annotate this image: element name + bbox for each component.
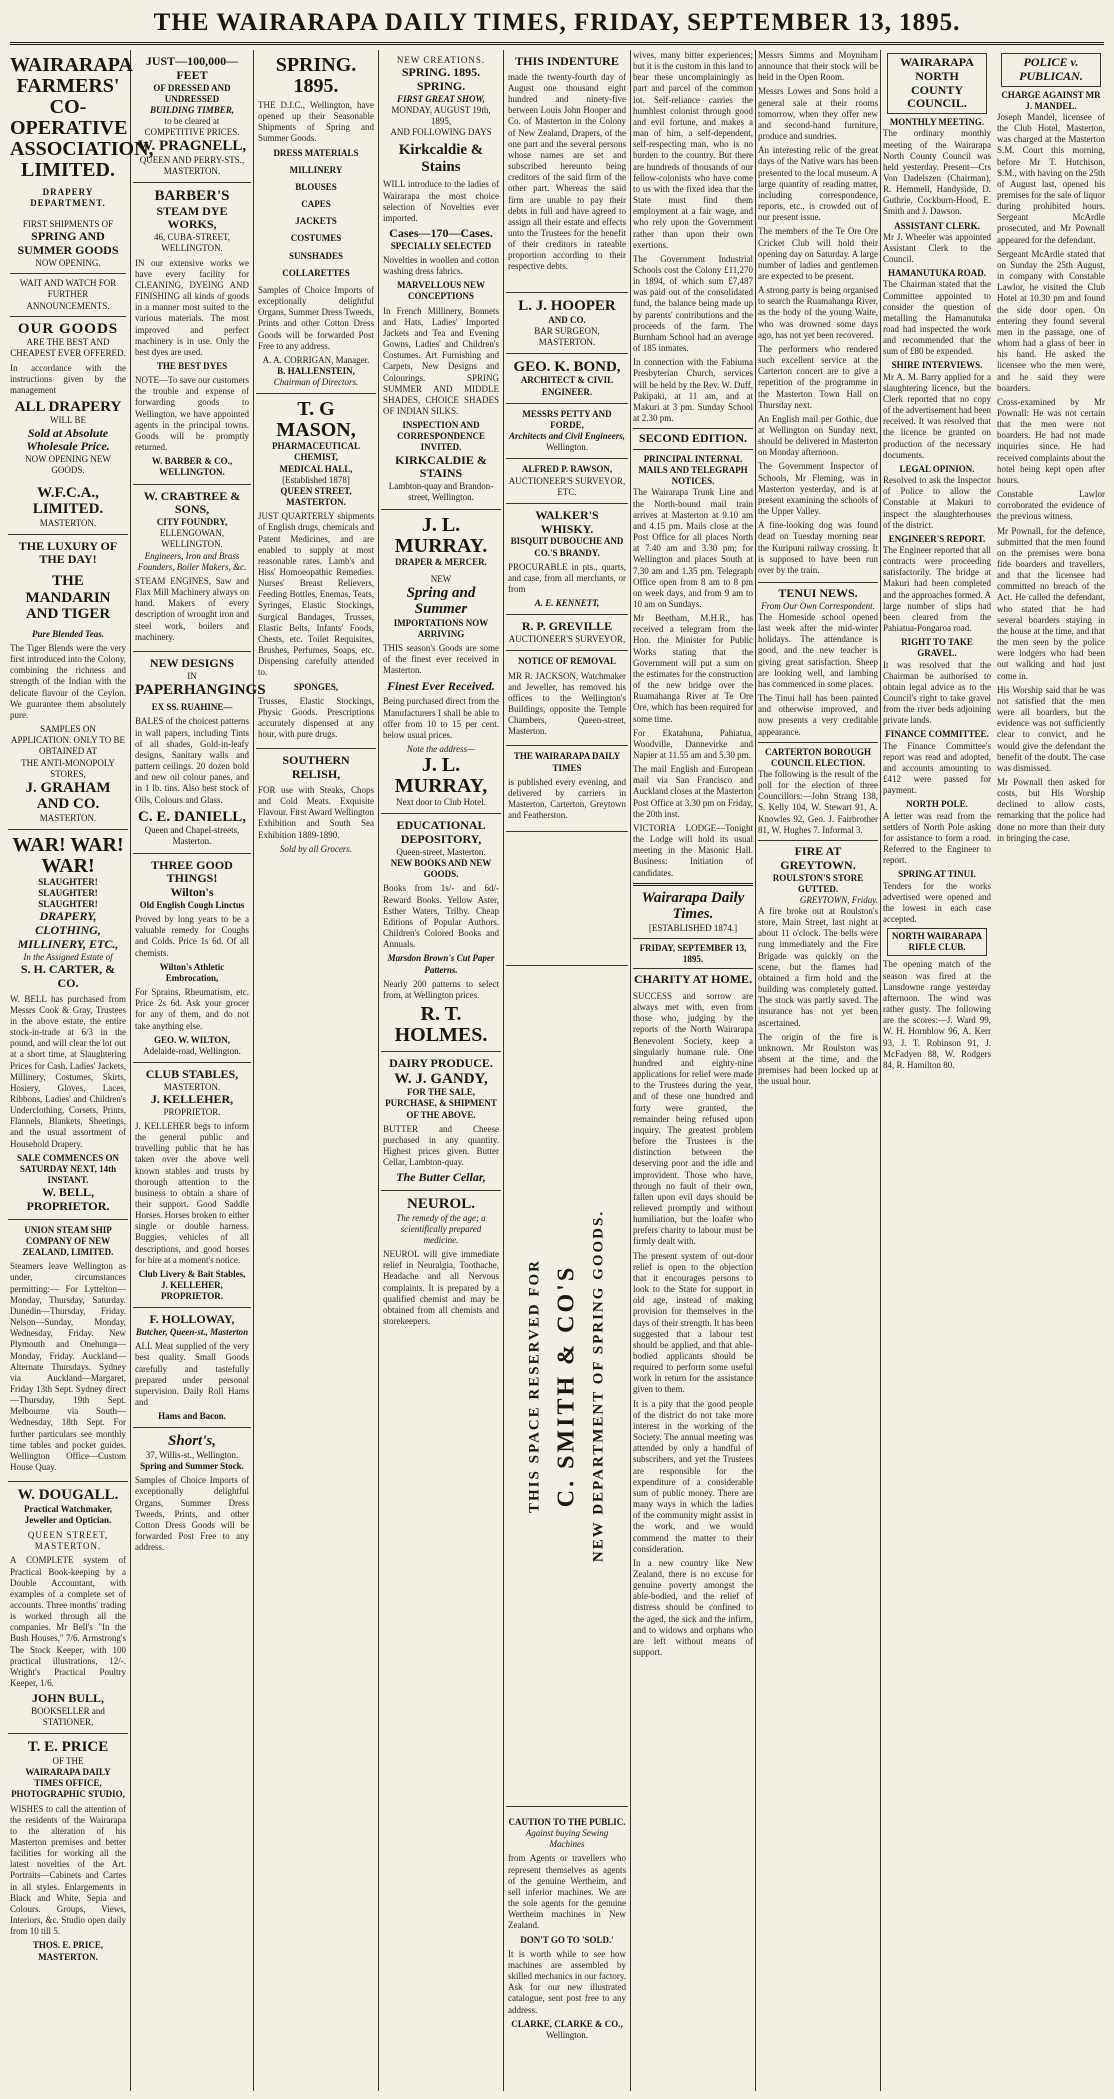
three-good: THREE GOOD THINGS!: [151, 857, 233, 886]
wdt-notice-title: THE WAIRARAPA DAILY TIMES: [513, 751, 621, 773]
wilton-addr: Adelaide-road, Wellington.: [143, 1045, 241, 1056]
price-title: T. E. PRICE: [27, 1739, 109, 1756]
dic-item: COLLARETTES: [282, 267, 350, 278]
usc-advert: UNION STEAM SHIP COMPANY OF NEW ZEALAND, LIMITED. Steamers leave Wellington as under, circumstances permitting:— For Lyttelton—Monday, Thursday, Saturday. Dunedin—Thursday, Friday. Nelson—Sunday, Monday, Wednesday, Friday. New Plymouth and Onehunga—Monday, Friday. Auckland—Alternate Thursdays. Sydney via Auckland—Margaret, Friday 13th Sept. Sydney direct—Thursday, 19th Sept. Melbourne via South—Wednesday, 18th Sept. For further particulars see monthly time tables and pocket guides. Wellington Office—Custom House Quay.: [8, 1220, 128, 1482]
caution: CAUTION TO THE PUBLIC.: [508, 1817, 626, 1827]
council-report: WAIRARAPA NORTH COUNTY COUNCIL. MONTHLY MEETING. The ordinary monthly meeting of the Wairarapa North County Council was held yesterday. Present—Crs Von Dadelszen (Chairman), R. Hemmell, Handyside, D. Guthrie, Cockburn-Hood, E. Smith and J. Dawson. ASSISTANT CLERK. Mr J. Wheeler was appointed Assistant Clerk to the Council. HAMANUTUKA ROAD. The Chairman stated that the Committee appointed to consider the question of metalling the Hamanutuka road had inspected the work and recommended that the sum of £80 be expended. SHIRE INTERVIEWS. Mr A. M. Barry applied for a slaughtering licence, but the Clerk reported that no copy of the advertisement had been received. It was resolved that the licence be granted on production of the necessary documents. LEGAL OPINION. Resolved to ask the Inspector of Police to allow the Constable at Makuri to inspect the slaughterhouses of the district. ENGINEER'S REPORT. The Engineer reported that all contracts were proceeding satisfactorily. The bridge at Makuri had been completed and the approaches formed. A large number of slips had been cleared from the Pahiatua-Pongaroa road. RIGHT TO TAKE GRAVEL. It was resolved that the Chairman be authorised to obtain legal advice as to the Council's right to take gravel from the river beds adjoining private lands. FINANCE COMMITTEE. The Finance Committee's report was read and adopted, and accounts amounting to £412 were passed for payment. NORTH POLE. A letter was read from the settlers of North Pole asking for assistance to form a road. Referred to the Engineer to report. SPRING AT TINUI. Tenders for the works advertised were opened and the lowest in each case accepted. NORTH WAIRARAPA RIFLE CLUB. The opening match of the season was fired at the Lansdowne range yesterday afternoon. The wind was rather gusty. The following are the scores:—J. Ward 99, W. H. Hornblow 96, A. Kerr 93, J. T. Robinson 91, J. McFadyen 88, W. Rodgers 84, R. Hamilton 80.: [883, 55, 991, 1070]
dic-item: SUNSHADES: [288, 250, 344, 261]
best-cheapest: ARE THE BEST AND CHEAPEST EVER OFFERED.: [10, 337, 126, 359]
greville: R. P. GREVILLE: [521, 619, 613, 634]
column-rule: [880, 50, 881, 2091]
finest: Finest Ever Received.: [387, 678, 495, 693]
pure-blended: Pure Blended Teas.: [32, 628, 104, 639]
dic-item: CAPES: [301, 199, 331, 210]
principal: PRINCIPAL INTERNAL MAILS AND TELEGRAPH NOTICES.: [638, 453, 748, 487]
neurol-advert: NEUROL. The remedy of the age; a scientifically prepared medicine. NEUROL will give immediate relief in Neuralgia, Toothache, Headache and all Nervous complaints. It is prepared by a qualified chemist and may be obtained from all chemists and storekeepers.: [383, 1196, 499, 1327]
mandarin-advert: THE LUXURY OF THE DAY! THE MANDARIN AND TIGER Pure Blended Teas. The Tiger Blends were the very first introduced into the Colony, combining the richness and strength of the Indian with the delicate flavour of the Ceylon. We guarantee them absolutely pure. SAMPLES ON APPLICATION. ONLY TO BE OBTAINED AT THE ANTI-MONOPOLY STORES, J. GRAHAM AND CO. MASTERTON.: [8, 535, 128, 830]
column-2: [133, 50, 266, 2091]
wfca-place: MASTERTON.: [39, 517, 97, 528]
rawson-sub: AUCTIONEER'S SURVEYOR, ETC.: [508, 475, 626, 497]
council-subhead: NORTH POLE.: [906, 799, 968, 810]
dic-item: JACKETS: [295, 216, 337, 227]
petty-sub: Architects and Civil Engineers,: [508, 431, 625, 442]
police-box: [1001, 53, 1101, 87]
clarke-addr: Wellington.: [545, 2029, 589, 2040]
shorts: Short's,: [168, 1433, 216, 1450]
dougall-advert: W. DOUGALL. Practical Watchmaker, Jeweller and Optician. QUEEN STREET, MASTERTON. A COMPLETE system of Practical Book-keeping by a Double Accountant, with examples of a complete set of accounts. Three months' trading is worked through all the companies. Mr Bell's "In the Bush Houses," 7/6. Armstrong's The Stock Keeper, with 100 practical illustrations, 12/-. Wright's Practical Poultry Keeper, 1/6. JOHN BULL, BOOKSELLER and STATIONER,: [8, 1482, 128, 1734]
wfca-ltd: W.F.C.A., LIMITED.: [32, 484, 104, 518]
following: AND FOLLOWING DAYS: [390, 127, 492, 138]
charge-heading: CHARGE AGAINST MR J. MANDEL.: [1001, 89, 1101, 111]
price-advert: T. E. PRICE OF THE WAIRARAPA DAILY TIMES OFFICE, PHOTOGRAPHIC STUDIO, WISHES to call the attention of the residents of the Wairarapa to the alteration of his Masterton premises and better facilities for working all the latest novelties of the Art. Portraits—Cabinets and Cartes in all styles. Enlargements in Black and White, Sepia and Colours. Groups, Views, Interiors, &c. Studio open daily from 10 till 5. THOS. E. PRICE, MASTERTON.: [10, 1739, 126, 1962]
wait-watch: WAIT AND WATCH FOR FURTHER ANNOUNCEMENTS.: [19, 278, 117, 311]
council-subhead: LEGAL OPINION.: [899, 463, 975, 474]
club-livery: Club Livery & Bait Stables,: [138, 1268, 246, 1279]
wfca-title: WAIRARAPA FARMERS' CO-OPERATIVE ASSOCIATION, LIMITED.: [10, 54, 154, 181]
petty: MESSRS PETTY AND FORDE,: [522, 408, 612, 430]
murray: J. L. MURRAY.: [394, 513, 488, 557]
council-heading: WAIRARAPA NORTH COUNTY COUNCIL.: [900, 55, 974, 111]
column-7: Messrs Simms and Moyniham announce that their stock will be held in the Open Room. Messrs Lowes and Sons hold a general sale at their rooms tomorrow, when they offer new and second-hand furniture, produce and sundries. An interesting relic of the great days of the Native wars has been presented to the local museum. A large quantity of reading matter, including correspondence, reports, etc., is crowded out of our present issue. The members of the Te Ore Ore Cricket Club will hold their opening day on Saturday. A large number of ladies and gentlemen are expected to be present. A strong party is being organised to search the Ruamahanga River, as the body of the young Waite, who was drowned some days ago, has not yet been recovered. The performers who rendered such excellent service at the Carterton concert are to give a repetition of the programme in the Masterton Town Hall on Thursday next. An English mail per Gothic, due at Wellington on Sunday next, should be delivered in Masterton on Monday afternoon. The Government Inspector of Schools, Mr Fleming, was in Masterton yesterday, and is at present examining the schools of the Upper Valley. A fine-looking dog was found dead on Tuesday morning near the Kuripuni railway crossing. It is supposed to have been run over by the train. TENUI NEWS. From Our Own Correspondent. The Homeside school opened last week after the mid-winter holidays. The attendance is good, and the new teacher is giving great satisfaction. Sheep are looking well, and lambing has commenced in some places. The Tinui hall has been painted and otherwise improved, and now presents a very creditable appearance. CARTERTON BOROUGH COUNCIL ELECTION. The following is the result of the poll for the election of three Councillors:—John Strang 138, S. Kelly 104, W. Stewart 91, A. Knowles 92, Geo. J. Fairbrother 81, W. Hughes 7. Informal 3. FIRE AT GREYTOWN. ROULSTON'S STORE GUTTED. GREYTOWN, Friday. A fire broke out at Roulston's store, Main Street, last night at about 11 o'clock. The bells were rung immediately and the Fire Brigade was quickly on the scene, but the flames had obtained a firm hold and the building was completely gutted. The stock was partly saved. The insurance has not yet been ascertained. The origin of the fire is unknown. Mr Roulston was absent at the time, and the premises had been locked up at the usual hour.: [758, 50, 878, 1087]
column-rule: [755, 50, 756, 2091]
bond-advert: [506, 354, 628, 404]
hooper-addr: BAR SURGEON, MASTERTON.: [534, 325, 600, 347]
club-stables: CLUB STABLES,: [145, 1066, 239, 1081]
southern-relish: SOUTHERN RELISH,: [282, 753, 350, 782]
graham-place: MASTERTON.: [39, 812, 97, 823]
greville-advert: [506, 615, 628, 651]
mandarin-title: THE MANDARIN AND TIGER: [25, 573, 111, 623]
indenture: THIS INDENTURE: [515, 54, 619, 68]
smith-name: C. SMITH & CO'S: [553, 1264, 580, 1508]
geo-bond: GEO. K. BOND,: [513, 358, 621, 375]
mason: T. G MASON,: [276, 398, 356, 442]
sold-at: Sold at Absolute Wholesale Price.: [26, 425, 110, 454]
first-great: FIRST GREAT SHOW,: [396, 93, 486, 104]
space-reserved-line: THIS SPACE RESERVED FOR: [526, 1259, 543, 1513]
fire-heading: FIRE AT GREYTOWN.: [758, 840, 878, 873]
will-be: WILL BE: [50, 415, 86, 426]
specially: SPECIALLY SELECTED: [390, 240, 492, 251]
holmes: R. T. HOLMES.: [394, 1002, 488, 1046]
building-timber: BUILDING TIMBER,: [149, 104, 234, 115]
daniell: C. E. DANIELL,: [138, 808, 246, 825]
dic-intro: THE D.I.C., Wellington, have opened up their Seasonable Shipments of Spring and Summer Goods.: [258, 100, 374, 144]
hallenstein: B. HALLENSTEIN,: [277, 365, 355, 376]
column-8: [883, 50, 1105, 2091]
second-edition: SECOND EDITION.: [633, 428, 753, 450]
column-rule: [503, 50, 504, 2091]
shorts-sub: Spring and Summer Stock.: [140, 1461, 244, 1472]
butter-cellar: The Butter Cellar,: [396, 1170, 486, 1185]
price-of-the: OF THE: [52, 1755, 84, 1766]
practical: Practical Watchmaker, Jeweller and Optician.: [24, 1503, 112, 1525]
graham-title: J. GRAHAM AND CO.: [25, 779, 111, 813]
paperhangings: PAPERHANGINGS: [135, 681, 266, 698]
next-door: Next door to Club Hotel.: [396, 797, 486, 808]
gandy: W. J. GANDY,: [394, 1070, 488, 1087]
just-feet: JUST—100,000—FEET: [145, 54, 239, 82]
petty-advert: [506, 404, 628, 460]
neurol-sub: The remedy of the age; a scientifically prepared medicine.: [396, 1212, 486, 1245]
studio: PHOTOGRAPHIC STUDIO,: [11, 1789, 125, 1800]
dic-item: COSTUMES: [290, 233, 342, 244]
greytown-dateline: GREYTOWN, Friday.: [799, 894, 878, 905]
club-place: MASTERTON.: [163, 1081, 221, 1092]
price-signature: THOS. E. PRICE, MASTERTON.: [32, 1940, 104, 1962]
hooper-sub: AND CO.: [548, 314, 586, 325]
dressed: OF DRESSED AND UNDRESSED: [153, 82, 231, 104]
removal-advert: NOTICE OF REMOVAL MR R. JACKSON, Watchmaker and Jeweller, has removed his offices to the Wellington's Buildings, opposite the Temple Chambers, Queen-street, Masterton.: [506, 651, 628, 746]
relish-advert: SOUTHERN RELISH, FOR use with Steaks, Chops and Cold Meats. Exquisite Flavour. First Award Wellington Exhibition and South Sea Exhibition 1889-1890. Sold by all Grocers.: [258, 753, 374, 854]
council-subhead: ASSISTANT CLERK.: [894, 220, 980, 231]
murray2: J. L. MURRAY,: [394, 754, 488, 798]
note-address: Note the address—: [406, 744, 476, 755]
new: NEW: [430, 573, 452, 584]
luxury-banner: THE LUXURY OF THE DAY!: [18, 538, 118, 567]
wdt-notice: THE WAIRARAPA DAILY TIMES is published every evening, and delivered by carriers in Masterton, Carterton, Greytown and Featherston.: [506, 746, 628, 832]
sponges: SPONGES,: [293, 681, 339, 692]
column-rule: [378, 50, 379, 2091]
established: [ESTABLISHED 1874.]: [648, 922, 738, 933]
monday: MONDAY, AUGUST 19th, 1895,: [391, 104, 491, 127]
ex-ss: EX SS. RUAHINE—: [151, 702, 233, 713]
police-report: POLICE v. PUBLICAN. CHARGE AGAINST MR J. MANDEL. Joseph Mandel, licensee of the Club Hotel, Masterton, was charged at the Masterton S.M. Court this morning, before Mr T. Hutchison, S.M., with having on the 25th of August last, opened his premises for the sale of liquor during prohibited hours. Sergeant McArdle prosecuted, and Mr Pownall appeared for the defendant. Sergeant McArdle stated that on Sunday the 25th August, in company with Constable Lawlor, he visited the Club Hotel at 10.30 pm and found the side door open. On entering they found several men in the passage, one of whom had a glass of beer in his hand. He asked the licensee who the men were, and he said they were boarders. Cross-examined by Mr Pownall: He was not certain that the men were not boarders. He had not made inquiries since. He had received complaints about the hotel being kept open after hours. Constable Lawlor corroborated the evidence of the previous witness. Mr Pownall, for the defence, submitted that the men found on the premises were bona fide boarders and travellers, and that the licensee had committed no breach of the Act. He called the defendant, who stated that he had several boarders staying in the house at the time, and that the men seen by the police were lodgers who had been out walking and had just come in. His Worship said that he was not satisfied that the men were all boarders, but the evidence was not sufficiently clear to convict, and he would give the defendant the benefit of the doubt. The case was dismissed. Mr Pownall then asked for costs, but His Worship declined to allow costs, remarking that the police had done no more than their duty in bringing the case.: [997, 55, 1105, 843]
lambton: Lambton-quay and Brandon-street, Wellington.: [388, 481, 494, 503]
hooper-advert: [506, 293, 628, 354]
dye-addr: 46, CUBA-STREET, WELLINGTON.: [153, 232, 231, 254]
police-heading: POLICE v. PUBLICAN.: [1019, 55, 1083, 83]
wilton-head: Wilton's: [170, 885, 214, 900]
editorial-masthead: [633, 883, 753, 939]
edu-addr: Queen-street, Masterton.: [396, 846, 486, 857]
council-subhead: HAMANUTUKA ROAD.: [888, 268, 986, 279]
dougall-title: W. DOUGALL.: [17, 1487, 119, 1504]
now-opening-new: NOW OPENING NEW GOODS.: [25, 454, 111, 476]
club-stables-advert: CLUB STABLES, MASTERTON. J. KELLEHER, PROPRIETOR. J. KELLEHER begs to inform the general public and travelling public that he has taken over the above well known stables and trusts by thorough attention to the business to obtain a share of their support. Good Saddle Horses. Horses broken to either single or double harness. Buggies, vehicles of all descriptions, and good horses for hire at a moment's notice. Club Livery & Bait Stables, J. KELLEHER, PROPRIETOR.: [133, 1063, 251, 1308]
queen-street: QUEEN STREET, MASTERTON.: [27, 1530, 109, 1552]
new-books: NEW BOOKS AND NEW GOODS.: [390, 858, 492, 880]
council-subhead: ENGINEER'S REPORT.: [888, 533, 986, 544]
wbell: W. BELL, PROPRIETOR.: [26, 1185, 110, 1214]
walker-sub: BISQUIT DUBOUCHE AND CO.'S BRANDY.: [510, 536, 624, 558]
holmes-advert: EDUCATIONAL DEPOSITORY, Queen-street, Masterton. NEW BOOKS AND NEW GOODS. Books from 1s/- and 6d/- Reward Books. Yellow Aster, Esther Waters, Trilby. Cheap Editions of Popular Authors. Children's Colored Books and Annuals. Marsdon Brown's Cut Paper Patterns. Nearly 200 patterns to select from, at Wellington prices. R. T. HOLMES.: [381, 814, 501, 1052]
wdt-office: WAIRARAPA DAILY TIMES OFFICE,: [25, 1767, 111, 1789]
spring-goods: SPRING AND SUMMER GOODS: [17, 229, 119, 258]
neurol: NEUROL.: [407, 1196, 475, 1213]
mason-advert: T. G MASON, PHARMACEUTICAL CHEMIST, MEDICAL HALL, [Established 1878] QUEEN STREET, MASTERTON. JUST QUARTERLY shipments of English drugs, chemicals and Patent Medicines, and are enabled to supply at most reasonable rates. Lamb's and Hiss' Homoeopathic Remedies. Nurses' Breast Relievers, Feeding Bottles, Enemas, Teats, Syringes, Elastic Stockings, Surgical Bandages, Trusses, Elastic Belts, Infants' Foods, Chests, etc. Toilet Requisites, Brushes, Perfumes, Soaps, etc. Dispensing carefully attended to. SPONGES, Trusses, Elastic Stockings, Physic Goods. Prescriptions accurately dispensed at any hour, with pure drugs.: [256, 394, 376, 749]
prices: to be cleared at COMPETITIVE PRICES.: [144, 116, 240, 138]
all-drapery: ALL DRAPERY: [14, 398, 122, 415]
crabtree-advert: W. CRABTREE & SONS, CITY FOUNDRY, ELLENGOWAN, WELLINGTON. Engineers, Iron and Brass Founders, Boiler Makers, &c. STEAM ENGINES, Saw and Flax Mill Machinery always on hand. Makers of every description of wrought iron and steel work, boilers and machinery.: [133, 485, 251, 652]
drapery-dept: DRAPERY DEPARTMENT.: [30, 187, 106, 209]
dairy: DAIRY PRODUCE.: [389, 1055, 493, 1070]
corrigan: A. A. CORRIGAN, Manager.: [262, 354, 370, 365]
dic-advert: SPRING. 1895. THE D.I.C., Wellington, have opened up their Seasonable Shipments of Spring and Summer Goods. DRESS MATERIALS MILLINERY BLOUSES CAPES JACKETS COSTUMES SUNSHADES COLLARETTES Samples of Choice Imports of exceptionally delightful Organs, Summer Dress Tweeds, Prints and other Cotton Dress Goods will be forwarded Post Free to any address. A. A. CORRIGAN, Manager. B. HALLENSTEIN, Chairman of Directors.: [256, 50, 376, 394]
pragnell-addr: QUEEN AND PERRY-STS., MASTERTON.: [139, 154, 245, 177]
our-goods: OUR GOODS: [17, 320, 119, 337]
petty-place: Wellington.: [545, 442, 589, 453]
pragnell: W. PRAGNELL,: [137, 138, 247, 155]
wairarapa-daily: Wairarapa Daily Times.: [641, 889, 745, 923]
barber-co: W. BARBER & CO., WELLINGTON.: [151, 456, 233, 478]
tenui-from: From Our Own Correspondent.: [761, 600, 875, 611]
wilton-name: GEO. W. WILTON,: [153, 1034, 231, 1045]
new-designs: NEW DESIGNS: [149, 655, 235, 670]
drapery-clothing: DRAPERY, CLOTHING, MILLINERY, ETC.,: [17, 909, 119, 952]
dic-item: MILLINERY: [289, 164, 343, 175]
rifle-heading: NORTH WAIRARAPA RIFLE CLUB.: [891, 931, 983, 953]
butcher: Butcher, Queen-st., Masterton: [135, 1327, 249, 1338]
rawson-advert: [506, 459, 628, 503]
wilton-cough: Old English Cough Linctus: [139, 899, 245, 910]
caution-advert: CAUTION TO THE PUBLIC. Against buying Sewing Machines from Agents or travellers who represent themselves as agents of the genuine Wertheim, and sell inferior machines. We are the sole agents for the genuine Wertheim machines in New Zealand. DON'T GO TO 'SOLD.' It is worth while to see how machines are assembled by skilled mechanics in our factory. Ask for our new illustrated catalogue, sent post free to any address. CLARKE, CLARKE & CO., Wellington.: [508, 1817, 626, 2040]
draper: DRAPER & MERCER.: [395, 556, 487, 567]
importations: IMPORTATIONS NOW ARRIVING: [393, 617, 489, 639]
column-6: wives, many bitter experiences; but it is the custom in this land to bear these uncomplainingly as part and parcel of the common lot. Self-reliance carries the humblest colonist through good and evil fortune, and makes a man of him, a self-dependent, self-respecting man, who is no burden to the country. But there are hundreds of thousands of our fellow-colonists who have come to us with the fixed idea that the State must find them employment at a fair wage, and who rely upon the Government rather than upon their own exertions. The Government Industrial Schools cost the Colony £11,270 in 1894, of which sum £7,487 was paid out of the consolidated fund, the balance being made up by parents' contributions and the proceeds of the farm. The Burnham School had an average of 185 inmates. In connection with the Fabiuma Presbyterian Church, services will be held by the Rev. W. Duff, Pakipaki, at 11 am, and at Makuri at 3 pm. Sunday School at 2.30 pm. SECOND EDITION. PRINCIPAL INTERNAL MAILS AND TELEGRAPH NOTICES. The Wairarapa Trunk Line and the North-bound mail train arrives at Masterton at 9.10 am and 4.15 pm. Mails close at the Post Office for all places North at 7.40 am and 3.30 pm; for Wellington and places South at 7.30 am and 1.35 pm. Telegraph Office open from 8 am to 8 pm on week days, and from 9 am to 10 am on Sundays. Mr Beetham, M.H.R., has received a telegram from the Hon. the Minister for Public Works stating that the Government will put a sum on the estimates for the construction of the new bridge over the Ruamahanga River at Te Ore Ore, which has been required for some time. For Ekatahuna, Pahiatua, Woodville, Dannevirke and Napier at 11.55 am and 5.30 pm. The mail English and European mail via San Francisco and Auckland closes at the Masterton Post Office at 3.30 pm on Friday, the 20th inst. VICTORIA LODGE—Tonight the Lodge will hold its usual meeting in the Masonic Hall. Business: Initiation of candidates. Wairarapa Daily Times. [ESTABLISHED 1874.] FRIDAY, SEPTEMBER 13, 1895. CHARITY AT HOME. SUCCESS and sorrow are always met with, even from those who, judging by the reports of the North Wairarapa Benevolent Society, keep a singularly humane rule. One hundred and eighty-nine applications for relief were made to the Trustees during the year, and of these one hundred and forty were granted, the remainder being refused upon inquiry. The greatest problem before the Trustees is the distinction between the deserving poor and the idle and improvident. Those who have, through no fault of their own, fallen upon evil days should be relieved promptly and without humiliation, but the loafer who prefers charity to labour must be firmly dealt with. The present system of out-door relief is open to the objection that it encourages persons to look to the State for support in old age, instead of making provision for themselves in the days of their strength. It has been suggested that a labour test should be applied, and that able-bodied applicants should be required to perform some useful work in return for the assistance given to them. It is a pity that the good people of the district do not take more interest in the working of the Society. The annual meeting was attended by only a handful of subscribers, and yet the Trustees are responsible for the expenditure of a considerable sum of public money. There are many ways in which the ladies of the community might assist in the work, and we would commend the matter to their consideration. In a new country like New Zealand, there is no excuse for genuine poverty amongst the able-bodied, and the relief of distress should be confined to the aged, the sick and the infirm, and to widows and orphans who are left without means of support.: [633, 50, 753, 1658]
council-subhead: SHIRE INTERVIEWS.: [891, 360, 983, 371]
samples: SAMPLES ON APPLICATION. ONLY TO BE OBTAINED AT: [11, 724, 125, 757]
crabtree-sub: CITY FOUNDRY,: [156, 517, 228, 528]
rifle-box: [887, 928, 987, 956]
smith-reserved-space: [506, 965, 628, 1807]
column-rule: [130, 50, 131, 2091]
council-box: [887, 53, 987, 114]
inspection: INSPECTION AND CORRESPONDENCE INVITED.: [396, 420, 485, 453]
barbers: BARBER'S: [154, 188, 230, 205]
carterton-heading: CARTERTON BOROUGH COUNCIL ELECTION.: [758, 742, 878, 769]
hams: Hams and Bacon.: [158, 1411, 226, 1422]
council-subhead: SPRING AT TINUI.: [898, 869, 976, 880]
holloway-advert: F. HOLLOWAY, Butcher, Queen-st., Masterton ALL Meat supplied of the very best quality. Small Goods carefully and tastefully prepared under personal supervision. Daily Roll Hams and Hams and Bacon.: [133, 1308, 251, 1428]
column-5-bottom: [506, 1812, 628, 2091]
crabtree: W. CRABTREE & SONS,: [143, 488, 241, 517]
pragnell-advert: [133, 50, 251, 183]
column-4: [381, 50, 501, 2091]
daniell-advert: NEW DESIGNS IN PAPERHANGINGS EX SS. RUAHINE— BALES of the choicest patterns in wall papers, including Tints of all shades, Gold-in-leafy designs, Sanitary walls and pattern ceilings. 20 dozen bold and new oil colour panes, and in 1 lb. tins. Also best stock of Oils, Colours and Glass. C. E. DANIELL, Queen and Chapel-streets, Masterton.: [133, 652, 251, 854]
shipments: FIRST SHIPMENTS OF: [22, 219, 114, 230]
relish-sub: Sold by all Grocers.: [279, 843, 353, 854]
war-title: WAR! WAR! WAR!: [12, 833, 124, 877]
walker: WALKER'S WHISKY.: [535, 507, 599, 536]
council-subhead: FINANCE COMMITTEE.: [885, 729, 989, 740]
gandy-for: FOR THE SALE, PURCHASE, & SHIPMENT OF THE ABOVE.: [385, 1087, 497, 1120]
best-dyes: THE BEST DYES: [156, 361, 228, 371]
est: [Established 1878]: [282, 474, 350, 485]
carter: S. H. CARTER, & CO.: [20, 961, 116, 990]
caution-sub: Against buying Sewing Machines: [525, 1828, 609, 1850]
walker-advert: WALKER'S WHISKY. BISQUIT DUBOUCHE AND CO.'S BRANDY. PROCURABLE in pts., quarts, and case, from all merchants, or from A. E. KENNETT,: [506, 504, 628, 616]
monthly-heading: MONTHLY MEETING.: [889, 117, 985, 128]
kennett: A. E. KENNETT,: [534, 598, 600, 609]
spring-summer: Spring and Summer: [406, 584, 476, 618]
col7-lead: Messrs Simms and Moyniham announce that their stock will be held in the Open Room.: [758, 50, 878, 83]
kelleher2: J. KELLEHER, PROPRIETOR.: [160, 1280, 224, 1302]
barber-advert: BARBER'S STEAM DYE WORKS, 46, CUBA-STREET, WELLINGTON. IN our extensive works we have every facility for CLEANING, DYEING AND FINISHING all kinds of goods in a manner most suited to the various materials. The most improved and perfect machinery is in use. Only the best dyes are used. THE BEST DYES NOTE—To save our customers the trouble and expense of forwarding goods to Wellington, we have appointed agents in the principal towns. Goods will be promptly returned. W. BARBER & CO., WELLINGTON.: [133, 183, 251, 484]
anti-monopoly: THE ANTI-MONOPOLY STORES,: [21, 757, 115, 779]
tenui-heading: TENUI NEWS.: [758, 582, 878, 601]
indenture-notice: THIS INDENTURE made the twenty-fourth day of August one thousand eight hundred and ninety-five between Louis John Hooper and Co. of Masterton in the Colony of New Zealand, Drapers, of the one part and the several persons whose names are set and subscribed hereunto being creditors of the said firm of the other part. Whereas the said firm are unable to pay their debts in full and have agreed to assign all their estate and effects unto the Trustees for the benefit of their creditors in rateable proportion according to their respective debts.: [506, 50, 628, 293]
column-rule: [630, 50, 631, 2091]
dont: DON'T GO TO 'SOLD.': [520, 1934, 614, 1945]
charity-heading: CHARITY AT HOME.: [633, 972, 753, 987]
daniell-addr: Queen and Chapel-streets, Masterton.: [144, 825, 240, 847]
spring-line: SPRING. 1895. SPRING.: [401, 65, 481, 93]
sale-commences: SALE COMMENCES ON SATURDAY NEXT, 14th INSTANT.: [16, 1152, 119, 1186]
shorts-advert: Short's, 37, Willis-st., Wellington. Spring and Summer Stock. Samples of Choice Imports of exceptionally delightful Organs, Summer Dress Tweeds, Prints, and other Cotton Dress Goods will be forwarded Post Free to any address.: [135, 1433, 249, 1553]
shorts-addr: 37, Willis-st., Wellington.: [145, 1449, 239, 1460]
masthead: [10, 6, 1104, 45]
column-3: [256, 50, 376, 2091]
marvellous: MARVELLOUS NEW CONCEPTIONS: [397, 280, 485, 302]
column-1: [8, 50, 154, 2091]
cases: Cases—170—Cases.: [389, 226, 493, 240]
in: IN: [187, 670, 197, 681]
murray-advert: J. L. MURRAY. DRAPER & MERCER. NEW Spring and Summer IMPORTATIONS NOW ARRIVING THIS season's Goods are some of the finest ever received in Masterton. Finest Ever Received. Being purchased direct from the Manufacturers I shall be able to offer from 10 to 15 per cent. below usual prices. Note the address— J. L. MURRAY, Next door to Club Hotel.: [381, 510, 501, 815]
dic-item: BLOUSES: [295, 181, 337, 192]
chairman: Chairman of Directors.: [273, 377, 359, 388]
bond-sub: ARCHITECT & CIVIL ENGINEER.: [520, 375, 614, 397]
gandy-advert: DAIRY PRODUCE. W. J. GANDY, FOR THE SALE, PURCHASE, & SHIPMENT OF THE ABOVE. BUTTER and Cheese purchased in any quantity. Highest prices given. Butter Cellar, Lambton-quay. The Butter Cellar,: [381, 1052, 501, 1191]
kirkcaldie2: KIRKCALDIE & STAINS: [395, 452, 487, 481]
kirkcaldie: Kirkcaldie & Stains: [398, 142, 484, 175]
kelleher-prop: PROPRIETOR.: [163, 1106, 221, 1117]
removal: NOTICE OF REMOVAL: [517, 656, 616, 667]
column-rule: [253, 50, 254, 2091]
spring-1895: SPRING. 1895.: [275, 54, 357, 97]
john-bull: JOHN BULL,: [31, 1691, 104, 1706]
slaughter: SLAUGHTER! SLAUGHTER! SLAUGHTER!: [38, 876, 98, 910]
mason-addr: QUEEN STREET, MASTERTON.: [280, 485, 352, 508]
brown: Marsdon Brown's Cut Paper Patterns.: [387, 953, 495, 975]
wilton-advert: THREE GOOD THINGS! Wilton's Old English Cough Linctus Proved by long years to be a valuable remedy for Coughs and Colds. Price 1s 6d. Of all chemists. Wilton's Athletic Embrocation, For Sprains, Rheumatism, etc. Price 2s 6d. Ask your grocer for any of them, and do not take anything else. GEO. W. WILTON, Adelaide-road, Wellington.: [133, 854, 251, 1063]
medical-hall: MEDICAL HALL,: [279, 463, 353, 474]
rawson: ALFRED P. RAWSON,: [521, 464, 613, 475]
dye-works: STEAM DYE WORKS,: [156, 203, 228, 232]
holloway: F. HOLLOWAY,: [149, 1312, 235, 1327]
dic-item: DRESS MATERIALS: [273, 147, 359, 158]
roulston-heading: ROULSTON'S STORE GUTTED.: [772, 872, 864, 894]
wilton-athletic: Wilton's Athletic Embrocation,: [159, 961, 225, 983]
pharm: PHARMACEUTICAL CHEMIST,: [271, 441, 360, 463]
educational: EDUCATIONAL DEPOSITORY,: [396, 818, 486, 847]
dateline: FRIDAY, SEPTEMBER 13, 1895.: [633, 943, 753, 969]
kirkcaldie-advert: NEW CREATIONS. SPRING. 1895. SPRING. FIRST GREAT SHOW, MONDAY, AUGUST 19th, 1895, AND FOLLOWING DAYS Kirkcaldie & Stains WILL introduce to the ladies of Wairarapa the most choice selection of Novelties ever imported. Cases—170—Cases. SPECIALLY SELECTED Novelties in woollen and cotton washing dress fabrics. MARVELLOUS NEW CONCEPTIONS In French Millinery, Bonnets and Hats, Ladies' Imported Jackets and Tea and Evening Gowns, Ladies' and Children's Costumes. Art Furnishing and Carpets, New Designs and Colourings. SPRING SUMMER AND MIDDLE SHADES, CHOICE SHADES OF INDIAN SILKS. INSPECTION AND CORRESPONDENCE INVITED. KIRKCALDIE & STAINS Lambton-quay and Brandon-street, Wellington.: [381, 50, 501, 510]
spring-goods-dept: NEW DEPARTMENT OF SPRING GOODS.: [590, 1209, 607, 1563]
assigned: In the Assigned Estate of: [23, 951, 113, 962]
masthead-title: THE WAIRARAPA DAILY TIMES, FRIDAY, SEPTEMBER 13, 1895.: [153, 9, 961, 36]
clarke: CLARKE, CLARKE & CO.,: [511, 2018, 623, 2029]
council-subhead: RIGHT TO TAKE GRAVEL.: [901, 637, 973, 659]
greville-sub: AUCTIONEER'S SURVEYOR,: [508, 634, 626, 645]
new-creations: NEW CREATIONS.: [396, 55, 486, 65]
usc-title: UNION STEAM SHIP COMPANY OF NEW ZEALAND, LIMITED.: [22, 1224, 114, 1258]
wfca-advert: WAIRARAPA FARMERS' CO-OPERATIVE ASSOCIATION, LIMITED. DRAPERY DEPARTMENT. FIRST SHIPMENTS OF SPRING AND SUMMER GOODS NOW OPENING. WAIT AND WATCH FOR FURTHER ANNOUNCEMENTS. OUR GOODS ARE THE BEST AND CHEAPEST EVER OFFERED. In accordance with the instructions given by the management ALL DRAPERY WILL BE Sold at Absolute Wholesale Price. NOW OPENING NEW GOODS. W.F.C.A., LIMITED. MASTERTON.: [8, 50, 128, 535]
kelleher: J. KELLEHER,: [150, 1091, 234, 1106]
engineers: Engineers, Iron and Brass Founders, Boiler Makers, &c.: [137, 550, 247, 572]
now-opening: NOW OPENING.: [35, 258, 101, 269]
bookseller: BOOKSELLER and STATIONER,: [31, 1706, 105, 1728]
hooper: L. J. HOOPER: [518, 298, 616, 314]
war-advert: WAR! WAR! WAR! SLAUGHTER! SLAUGHTER! SLAUGHTER! DRAPERY, CLOTHING, MILLINERY, ETC., In the Assigned Estate of S. H. CARTER, & CO. W. BELL has purchased from Messrs Cook & Gray, Trustees in the above estate, the entire stock-in-trade at 6/3 in the pound, and will clear the lot out at a short time, at Slaughtering Prices for Cash. Ladies' Jackets, Millinery, Costumes, Skirts, Hosiery, Gloves, Laces, Ribbons, Ladies' and Children's Underclothing, Corsets, Prints, Flannels, Blankets, Sheetings, and the usual assortment of Household Drapery. SALE COMMENCES ON SATURDAY NEXT, 14th INSTANT. W. BELL, PROPRIETOR.: [8, 830, 128, 1220]
crabtree-place: ELLENGOWAN, WELLINGTON.: [159, 528, 225, 550]
